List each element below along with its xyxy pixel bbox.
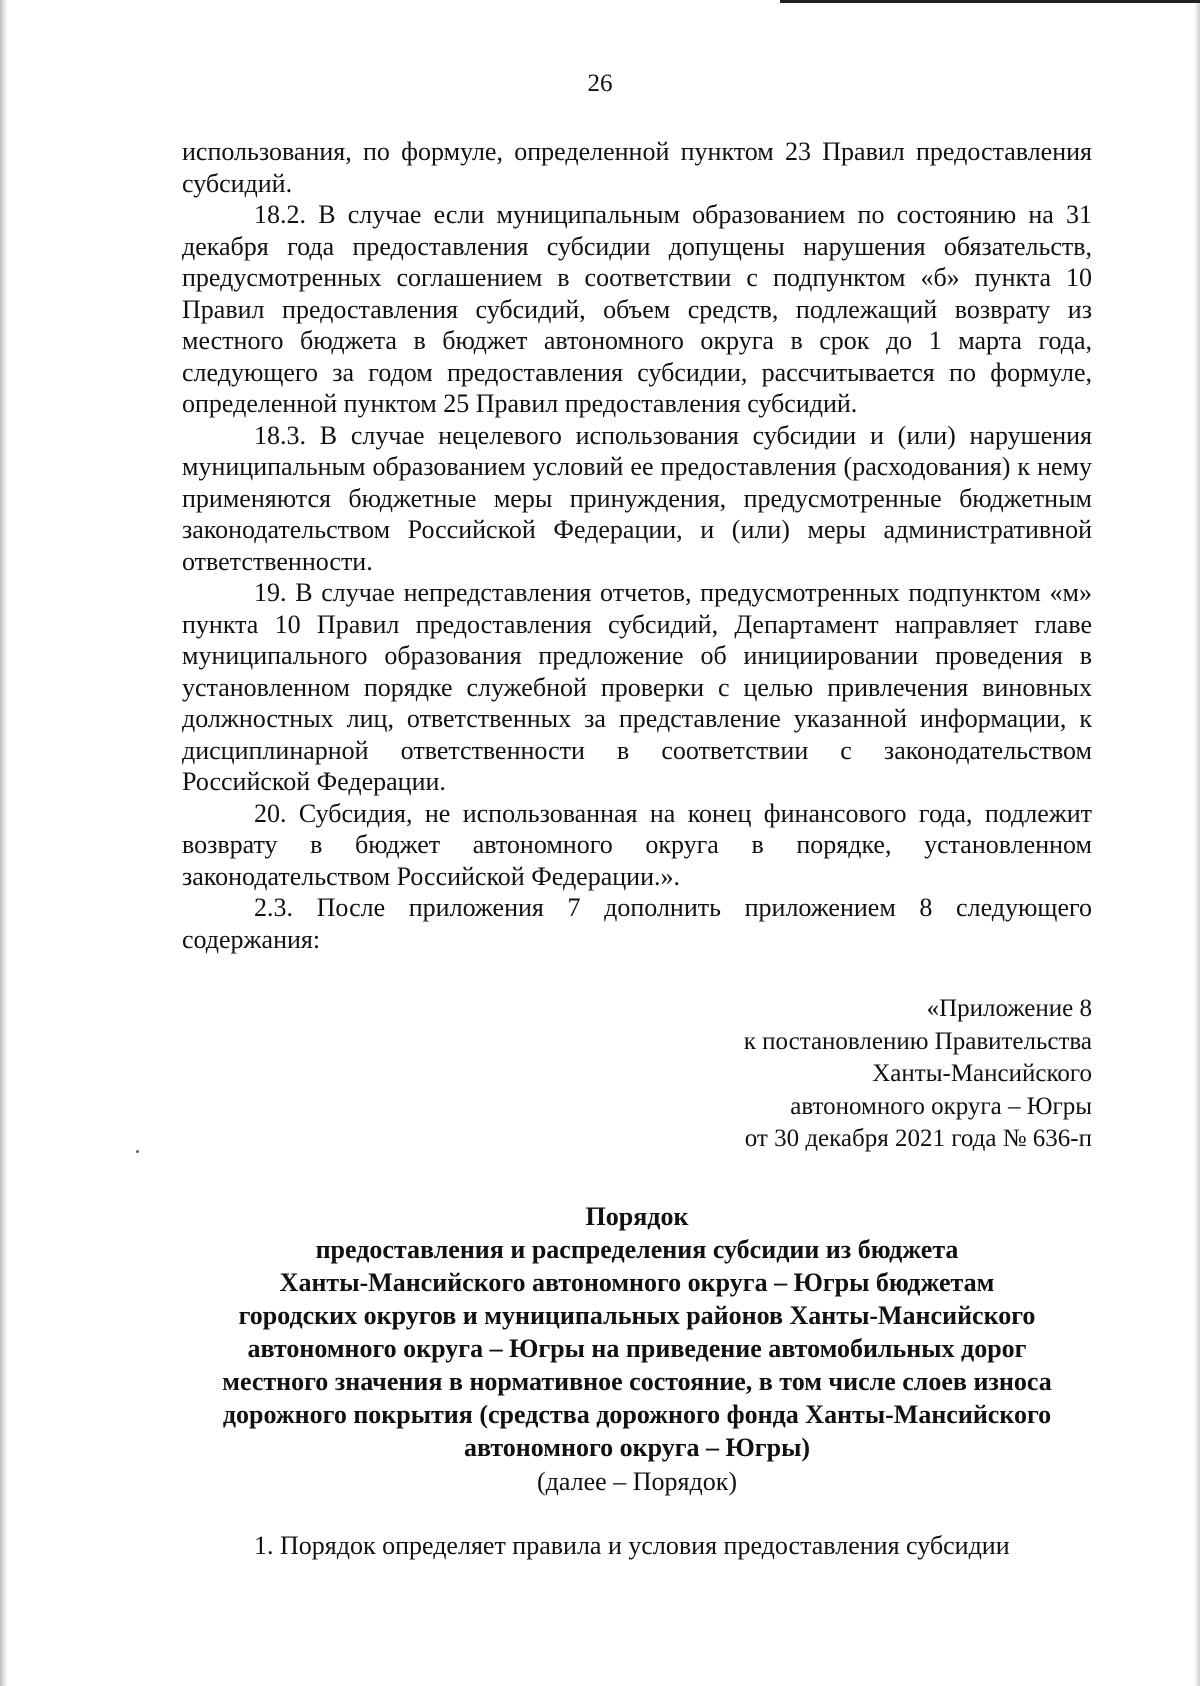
- document-body: [182, 136, 1092, 1561]
- paragraph-18-3: 18.3. В случае нецелевого использования субсидии и (или) нарушения муниципальным образованием условий ее предоставления (расходования) к нему применяются бюджетные меры принуждения, предусмотренные бюджетным законодательством Российской Федерации, и (или) меры административной ответственности.: [182, 420, 1092, 576]
- paragraph-1: 1. Порядок определяет правила и условия предоставления субсидии: [254, 1530, 1010, 1560]
- title-line: автономного округа – Югры): [463, 1432, 811, 1462]
- paragraph-20: 20. Субсидия, не использованная на конец финансового года, подлежит возврату в бюджет автономного округа в порядке, установленном законодательством Российской Федерации.».: [182, 798, 1092, 891]
- appendix-header: [182, 993, 1092, 1156]
- title-note: (далее – Порядок): [537, 1466, 737, 1496]
- title-line: Ханты-Мансийского автономного округа – Югры бюджетам: [279, 1267, 995, 1297]
- page-number: 26: [587, 70, 613, 97]
- paragraph-19: 19. В случае непредставления отчетов, предусмотренных подпунктом «м» пункта 10 Правил предоставления субсидий, Департамент направляет главе муниципального образования предложение об инициировании проведения в установленном порядке служебной проверки с целью привлечения виновных должностных лиц, ответственных за представление указанной информации, к дисциплинарной ответственности в соответствии с законодательством Российской Федерации.: [182, 578, 1092, 796]
- title-line: дорожного покрытия (средства дорожного фонда Ханты-Мансийского: [222, 1399, 1052, 1429]
- appendix-line: к постановлению Правительства: [743, 1027, 1092, 1055]
- scan-edge-right: [1194, 0, 1200, 1686]
- document-title: [182, 1200, 1092, 1464]
- title-line: местного значения в нормативное состояние, в том числе слоев износа: [222, 1366, 1052, 1396]
- scan-edge-left: [0, 0, 8, 1686]
- appendix-line: автономного округа – Югры: [790, 1092, 1092, 1120]
- appendix-line: Ханты-Мансийского: [872, 1060, 1092, 1087]
- appendix-line: от 30 декабря 2021 года № 636-п: [744, 1125, 1092, 1152]
- title-line: автономного округа – Югры на приведение автомобильных дорог: [247, 1333, 1027, 1363]
- scan-speck: [136, 1150, 139, 1153]
- paragraph-18-2: 18.2. В случае если муниципальным образованием по состоянию на 31 декабря года предоставления субсидии допущены нарушения обязательств, предусмотренных соглашением в соответствии с подпунктом «б» пункта 10 Правил предоставления субсидий, объем средств, подлежащий возврату из местного бюджета в бюджет автономного округа в срок до 1 марта года, следующего за годом предоставления субсидии, рассчитывается по формуле, определенной пунктом 25 Правил предоставления субсидий.: [182, 200, 1092, 418]
- title-line: предоставления и распределения субсидии из бюджета: [315, 1234, 959, 1264]
- title-heading: Порядок: [585, 1201, 689, 1231]
- top-rule: [780, 0, 1200, 3]
- paragraph-continuation: использования, по формуле, определенной пунктом 23 Правил предоставления субсидий.: [182, 137, 1092, 198]
- paragraph-2-3: 2.3. После приложения 7 дополнить приложением 8 следующего содержания:: [182, 893, 1092, 954]
- appendix-line: «Приложение 8: [926, 995, 1092, 1022]
- title-line: городских округов и муниципальных районов Ханты-Мансийского: [238, 1300, 1036, 1330]
